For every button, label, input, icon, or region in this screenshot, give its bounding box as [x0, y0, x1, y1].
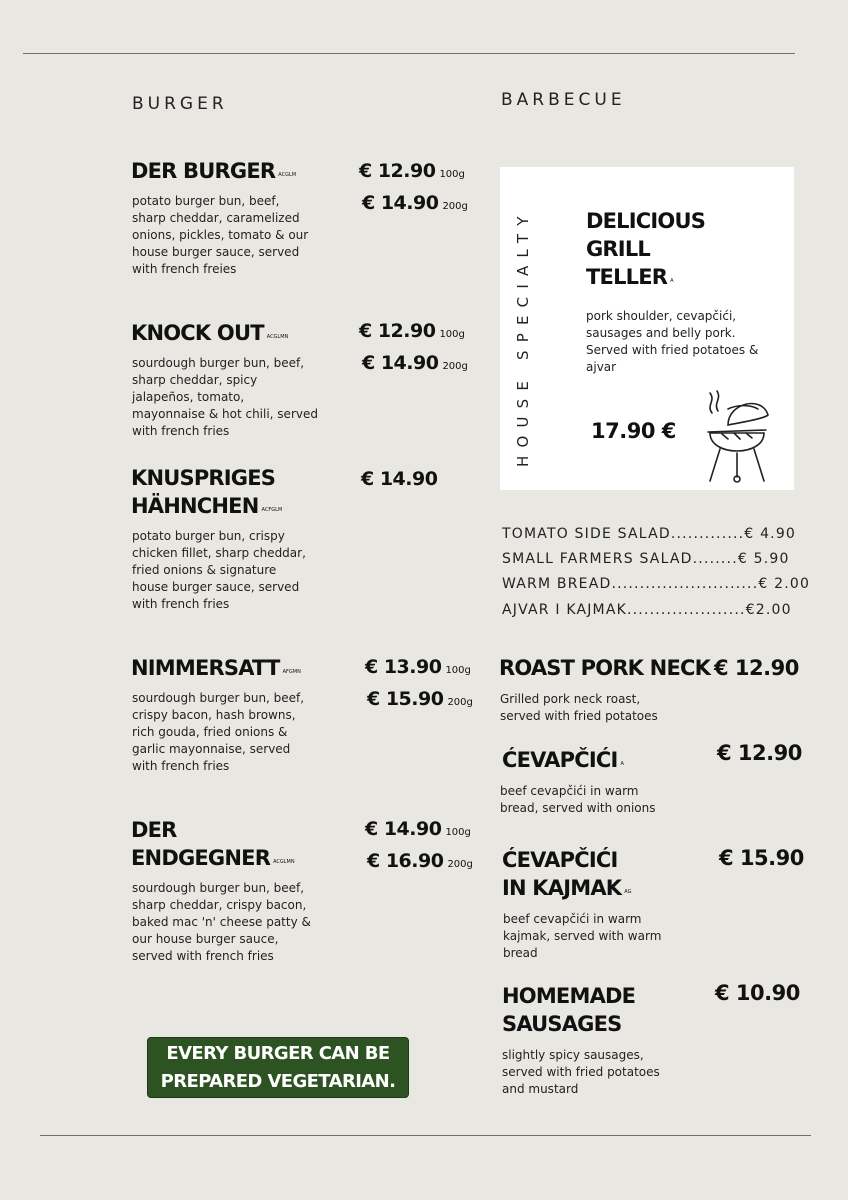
allergen-codes: A	[620, 761, 624, 767]
menu-item-price: € 14.90 200g	[362, 352, 468, 374]
menu-item-name: HOMEMADE SAUSAGES	[502, 984, 636, 1036]
allergen-codes: AG	[624, 889, 632, 895]
menu-item-price: € 14.90 100g	[365, 818, 471, 840]
allergen-codes: ACGLMN	[266, 334, 289, 340]
menu-item-price: € 14.90	[361, 468, 438, 490]
menu-item-name: KNUSPRIGES HÄHNCHEN $^{ACFGLM}$	[131, 466, 283, 518]
side-dish-line: AJVAR I KAJMAK.....................€2.00	[502, 602, 792, 618]
allergen-codes: AFGMN	[282, 669, 301, 675]
menu-item-price: € 12.90 100g	[359, 320, 465, 342]
menu-item-price: € 12.90	[714, 656, 799, 680]
allergen-codes: ACFGLM	[261, 507, 283, 513]
vegetarian-note-line: PREPARED VEGETARIAN.	[160, 1071, 396, 1092]
top-divider	[23, 53, 795, 54]
menu-item-description: sourdough burger bun, beef, sharp cheddar, spicy jalapeños, tomato, mayonnaise & hot chili, served with french fries	[132, 356, 318, 438]
menu-item-description: beef cevapčići in warm bread, served with onions	[500, 784, 656, 815]
menu-item-name: ĆEVAPČIĆI $^A$	[502, 748, 624, 772]
allergen-codes: ACGLMN	[273, 859, 295, 865]
side-dish-line: TOMATO SIDE SALAD.............€ 4.90	[502, 526, 797, 542]
house-specialty-card	[500, 167, 794, 490]
menu-item-name: DER ENDGEGNER $^{ACGLMN}$	[131, 818, 295, 870]
grill-icon	[698, 385, 774, 485]
house-specialty-label: HOUSE SPECIALTY	[514, 208, 532, 467]
menu-item-name: ROAST PORK NECK	[499, 656, 711, 680]
barbecue-section-title: BARBECUE	[501, 90, 626, 110]
menu-item-price: € 16.90 200g	[367, 850, 473, 872]
menu-item-description: Grilled pork neck roast, served with fried potatoes	[500, 692, 658, 723]
menu-item-name: KNOCK OUT $^{ACGLMN}$	[131, 321, 289, 345]
side-dish-line: WARM BREAD..........................€ 2.00	[502, 576, 811, 592]
side-dish-line: SMALL FARMERS SALAD........€ 5.90	[502, 551, 790, 567]
menu-item-name: DER BURGER $^{ACGLM}$	[131, 159, 297, 183]
vegetarian-note-line: EVERY BURGER CAN BE	[166, 1043, 390, 1064]
allergen-codes: ACGLM	[278, 172, 297, 178]
menu-item-description: potato burger bun, crispy chicken fillet, sharp cheddar, fried onions & signature house burger sauce, served with french fries	[132, 529, 306, 611]
menu-item-price: € 15.90 200g	[367, 688, 473, 710]
menu-item-description: slightly spicy sausages, served with fried potatoes and mustard	[502, 1048, 660, 1096]
menu-item-price: € 14.90 200g	[362, 192, 468, 214]
burger-section-title: BURGER	[132, 94, 228, 114]
menu-item-price: € 13.90 100g	[365, 656, 471, 678]
vegetarian-note-badge	[147, 1037, 409, 1098]
menu-item-price: € 12.90 100g	[359, 160, 465, 182]
allergen-codes: A	[670, 278, 674, 284]
specialty-name: DELICIOUS GRILL TELLER $^A$	[586, 209, 706, 289]
menu-item-price: € 10.90	[715, 981, 800, 1005]
menu-item-price: € 12.90	[717, 741, 802, 765]
menu-item-price: € 15.90	[719, 846, 804, 870]
menu-item-description: potato burger bun, beef, sharp cheddar, caramelized onions, pickles, tomato & our house burger sauce, served with french freies	[132, 194, 309, 276]
menu-item-name: NIMMERSATT $^{AFGMN}$	[131, 656, 301, 680]
menu-item-name: ĆEVAPČIĆI IN KAJMAK $^{AG}$	[502, 848, 632, 900]
menu-item-description: sourdough burger bun, beef, sharp cheddar, crispy bacon, baked mac 'n' cheese patty & our house burger sauce, served with french fries	[132, 881, 311, 963]
specialty-price: 17.90 €	[591, 419, 676, 443]
bottom-divider	[40, 1135, 811, 1136]
specialty-description: pork shoulder, cevapčići, sausages and belly pork. Served with fried potatoes & ajvar	[586, 309, 759, 374]
menu-item-description: beef cevapčići in warm kajmak, served with warm bread	[503, 912, 662, 960]
menu-item-description: sourdough burger bun, beef, crispy bacon, hash browns, rich gouda, fried onions & garlic mayonnaise, served with french fries	[132, 691, 305, 773]
